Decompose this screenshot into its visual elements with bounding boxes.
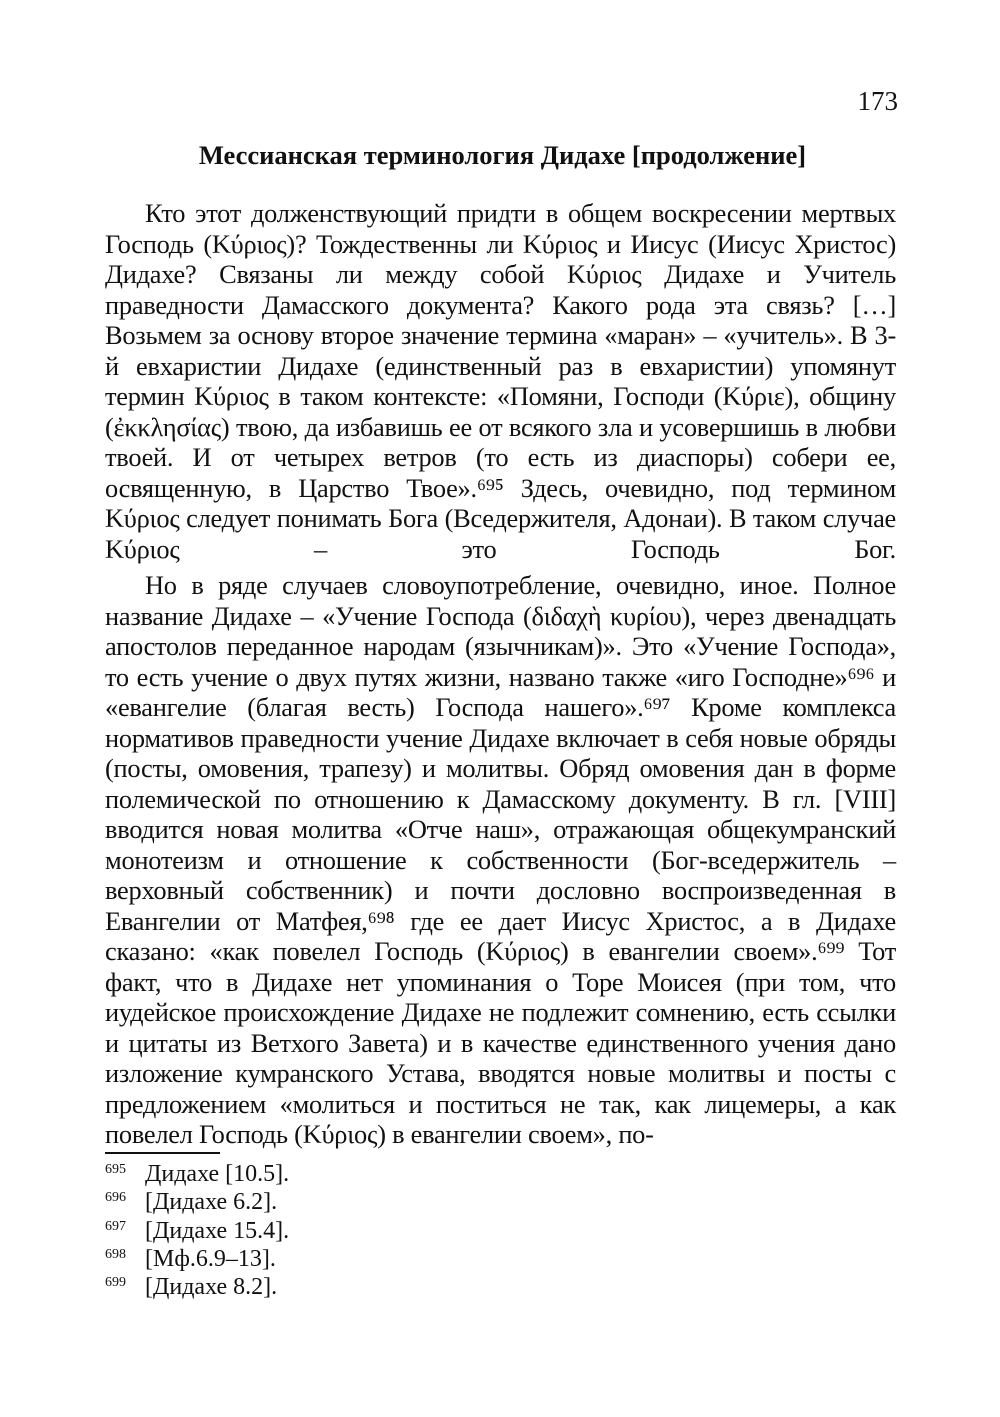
paragraph-1: Кто этот долженствующий придти в общем воскресении мертвых Господь (Κύριος)? Тождественны ли Κύριος и Иисус (Иисус Христос) Дидахе? Связаны ли между собой Κύριος Дидахе и Учитель праведности Дамасского документа? Какого рода эта связь? […] Возьмем за основу второе значение термина «маран» – «учитель». В 3-й евхаристии Дидахе (единственный раз в евхаристии) упомянут термин Κύριος в таком контексте: «Помяни, Господи (Κύριε), общину (ἐκκλησίας) твою, да избавишь ее от всякого зла и усовершишь в любви твоей. И от четырех ветров (то есть из диаспоры) собери ее, освященную, в Царство Твое».⁶⁹⁵ Здесь, очевидно, под термином Κύριος следует понимать Бога (Вседержителя, Адонаи). В таком случае Κύριος – это Господь Бог. (105, 198, 896, 564)
footnote-number: 699 (105, 1275, 126, 1291)
footnote-number: 697 (105, 1218, 126, 1234)
section-heading: Мессианская терминология Дидахе [продолжение] (198, 140, 807, 170)
page-number: 173 (857, 86, 898, 116)
footnote-number: 695 (105, 1162, 126, 1177)
footnote-divider (105, 1152, 220, 1154)
footnote-695 (105, 1160, 505, 1188)
footnote-text: Дидахе [10.5]. (145, 1161, 290, 1187)
footnote-text: [Мф.6.9–13]. (145, 1245, 276, 1272)
footnote-698 (105, 1245, 505, 1273)
footnote-697 (105, 1217, 505, 1245)
footnote-text: [Дидахе 8.2]. (145, 1274, 278, 1301)
body-text (105, 198, 896, 1150)
footnote-699 (105, 1273, 505, 1301)
footnote-696 (105, 1188, 505, 1216)
footnote-text: [Дидахе 15.4]. (145, 1217, 290, 1244)
footnote-text: [Дидахе 6.2]. (145, 1189, 278, 1216)
footnotes (105, 1160, 505, 1301)
paragraph-2: Но в ряде случаев словоупотребление, очевидно, иное. Полное название Дидахе – «Учение Господа (διδαχὴ κυρίου), через двенадцать апостолов переданное народам (язычникам)». Это «Учение Господа», то есть учение о двух путях жизни, названо также «иго Господне»⁶⁹⁶ и «евангелие (благая весть) Господа нашего».⁶⁹⁷ Кроме комплекса нормативов праведности учение Дидахе включает в себя новые обряды (посты, омовения, трапезу) и молитвы. Обряд омовения дан в форме полемической по отношению к Дамасскому документу. В гл. [VIII] вводится новая молитва «Отче наш», отражающая общекумранский монотеизм и отношение к собственности (Бог-вседержитель – верховный собственник) и почти дословно воспроизведенная в Евангелии от Матфея,⁶⁹⁸ где ее дает Иисус Христос, а в Дидахе сказано: «как повелел Господь (Κύριος) в евангелии своем».⁶⁹⁹ Тот факт, что в Дидахе нет упоминания о Торе Моисея (при том, что иудейское происхождение Дидахе не подлежит сомнению, есть ссылки и цитаты из Ветхого Завета) и в качестве единственного учения дано изложение кумранского Устава, вводятся новые молитвы и посты с предложением «молиться и поститься не так, как лицемеры, а как повелел Господь (Κύριος) в евангелии своем», по- (105, 570, 896, 1149)
footnote-number: 698 (105, 1246, 126, 1262)
footnote-number: 696 (105, 1190, 126, 1206)
